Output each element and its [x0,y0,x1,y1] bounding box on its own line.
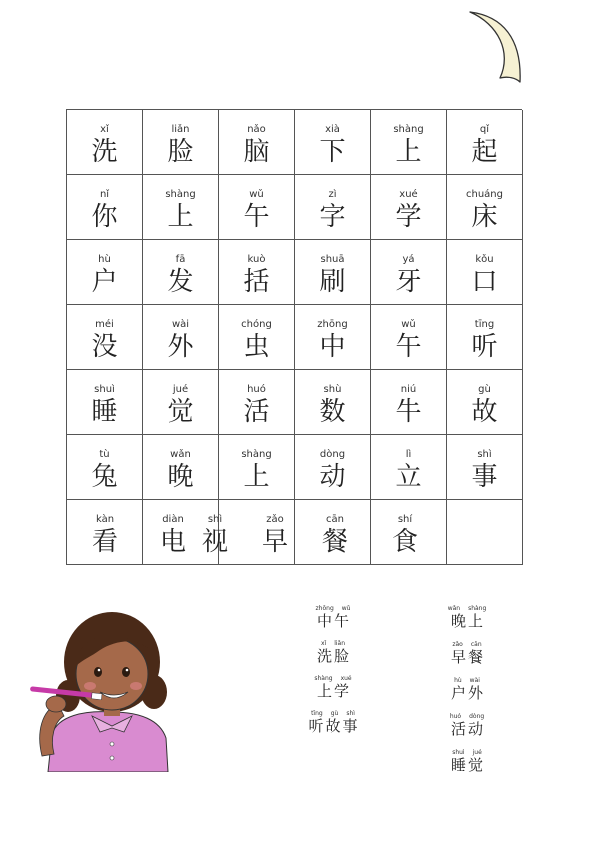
pinyin-label: kuò [247,254,266,265]
hanzi-character: 活 [243,397,270,427]
grid-cell [295,370,371,435]
hanzi-character: 上 [395,137,422,167]
pinyin-label: lì [405,449,412,460]
pinyin-label: shí [397,514,413,525]
pinyin-label: nǐ [99,189,110,200]
hanzi-character: 兔 [91,462,118,492]
grid-cell [143,305,219,370]
hanzi-character: 牙 [395,267,422,297]
hanzi-character: 字 [319,202,346,232]
hanzi-character: 下 [319,137,346,167]
grid-cell [143,110,219,175]
pinyin-label: shì [477,449,492,460]
pinyin-syllable: jué [472,749,482,756]
hanzi-character: 中 [316,612,332,630]
vocab-word [298,640,368,665]
vocab-hanzi [298,682,368,700]
pinyin-syllable: xué [340,675,352,682]
hanzi-character: 睡 [91,397,118,427]
hanzi-character: 上 [167,202,194,232]
hanzi-character: 中 [319,332,346,362]
hanzi-character: 立 [395,462,422,492]
vocab-word [298,675,368,700]
pinyin-label: shù [323,384,342,395]
vocab-word [432,749,502,774]
grid-row [67,305,523,370]
vocab-word [432,641,502,666]
vocab-pinyin [432,641,502,648]
grid-divider [370,500,371,564]
grid-row-last [67,500,523,565]
grid-cell [219,305,295,370]
pinyin-label: xià [325,124,340,135]
grid-cell [295,305,371,370]
vocab-pinyin [298,675,368,682]
hanzi-character: 外 [468,684,484,702]
hanzi-character: 早 [261,527,288,557]
hanzi-character: 户 [450,684,466,702]
hanzi-character: 起 [471,137,498,167]
grid-cell [143,435,219,500]
pinyin-label: chuáng [466,189,503,200]
grid-row [67,175,523,240]
hanzi-character: 没 [91,332,118,362]
pinyin-label: shì [207,514,223,525]
hanzi-character: 口 [471,267,498,297]
vocab-pinyin [432,749,502,756]
hanzi-character: 餐 [468,648,484,666]
pinyin-label: wǔ [401,319,416,330]
vocab-pinyin [298,710,368,717]
grid-cell [371,240,447,305]
pinyin-label: méi [95,319,114,330]
vocab-hanzi [298,717,368,735]
grid-cell [371,175,447,240]
pinyin-syllable: xǐ [320,640,327,647]
pinyin-label: wài [171,319,190,330]
pinyin-syllable: shàng [314,675,333,682]
hanzi-character: 脸 [167,137,194,167]
hanzi-character: 事 [342,717,358,735]
grid-cell [295,175,371,240]
hanzi-character: 事 [471,462,498,492]
vocab-hanzi [432,612,502,630]
pinyin-syllable: liǎn [334,640,346,647]
pinyin-label: fā [175,254,186,265]
pinyin-label: shuì [94,384,115,395]
hanzi-character: 动 [468,720,484,738]
pinyin-syllable: hù [454,677,462,684]
grid-cell [67,370,143,435]
hanzi-character: 午 [395,332,422,362]
pinyin-label: wǔ [249,189,264,200]
pinyin-label: xué [399,189,418,200]
pinyin-syllable: tīng [311,710,323,717]
girl-brushing-teeth-illustration [28,604,178,772]
grid-cell [67,240,143,305]
pinyin-syllable: cān [470,641,482,648]
hanzi-character: 食 [391,527,418,557]
vocab-pinyin [298,640,368,647]
hanzi-character: 括 [243,267,270,297]
vocab-word [298,605,368,630]
vocab-pinyin [432,605,502,612]
hanzi-character: 牛 [395,397,422,427]
grid-row [67,435,523,500]
grid-cell [219,370,295,435]
pinyin-syllable: shì [346,710,355,717]
pinyin-label: dòng [319,449,346,460]
grid-cell [219,175,295,240]
grid-row [67,110,523,175]
hanzi-character: 睡 [450,756,466,774]
pinyin-label: gù [478,384,491,395]
vocab-hanzi [298,647,368,665]
hanzi-character: 故 [471,397,498,427]
pinyin-label: kǒu [475,254,494,265]
hanzi-character: 看 [91,527,118,557]
vocab-hanzi [432,648,502,666]
hanzi-character: 午 [334,612,350,630]
hanzi-character: 外 [167,332,194,362]
hanzi-character: 听 [471,332,498,362]
grid-cell [67,175,143,240]
vocab-word [432,713,502,738]
pinyin-label: shuā [320,254,345,265]
pinyin-label: kàn [95,514,115,525]
grid-divider [142,500,143,564]
grid-cell [371,370,447,435]
grid-row [67,370,523,435]
pinyin-label: diàn [162,514,184,525]
hanzi-character: 学 [334,682,350,700]
hanzi-character: 听 [308,717,324,735]
pinyin-label: zì [328,189,337,200]
pinyin-label: qǐ [479,124,490,135]
hanzi-character: 动 [319,462,346,492]
hanzi-character: 发 [167,267,194,297]
character-grid [66,109,522,565]
vocab-hanzi [298,612,368,630]
grid-cell [219,110,295,175]
pinyin-syllable: shuì [452,749,465,756]
hanzi-character: 早 [450,648,466,666]
hanzi-character: 脑 [243,137,270,167]
grid-cell [295,435,371,500]
pinyin-label: shàng [165,189,196,200]
grid-cell [219,240,295,305]
vocab-hanzi [432,720,502,738]
grid-cell [143,240,219,305]
pinyin-label: chóng [241,319,272,330]
hanzi-character: 虫 [243,332,270,362]
grid-cell [219,435,295,500]
vocab-pinyin [432,677,502,684]
pinyin-syllable: wǔ [341,605,351,612]
pinyin-label: tīng [474,319,495,330]
pinyin-label: liǎn [171,124,190,135]
grid-cell [67,435,143,500]
crescent-moon-icon [466,8,526,84]
grid-cell [447,240,523,305]
grid-cell [67,305,143,370]
grid-cell [295,240,371,305]
grid-cell [447,110,523,175]
hanzi-character: 餐 [321,527,348,557]
hanzi-character: 洗 [316,647,332,665]
pinyin-label: zhōng [317,319,348,330]
pinyin-label: niú [400,384,417,395]
pinyin-syllable: wài [469,677,480,684]
hanzi-character: 晚 [167,462,194,492]
grid-cell [371,110,447,175]
vocab-hanzi [432,684,502,702]
grid-row [67,240,523,305]
vocab-word [432,677,502,702]
pinyin-syllable: zhōng [315,605,334,612]
grid-cell [447,370,523,435]
pinyin-label: zǎo [266,514,284,525]
vocab-hanzi [432,756,502,774]
vocab-word [432,605,502,630]
hanzi-character: 刷 [319,267,346,297]
hanzi-character: 午 [243,202,270,232]
pinyin-label: nǎo [247,124,266,135]
pinyin-label: shàng [241,449,272,460]
hanzi-character: 视 [201,527,228,557]
hanzi-character: 学 [395,202,422,232]
pinyin-label: huó [247,384,266,395]
vocab-word [298,710,368,735]
hanzi-character: 床 [471,202,498,232]
grid-cell [67,110,143,175]
pinyin-syllable: shàng [468,605,487,612]
vocab-pinyin [432,713,502,720]
hanzi-character: 户 [91,267,118,297]
grid-cell [295,110,371,175]
grid-cell [143,370,219,435]
hanzi-character: 故 [325,717,341,735]
vocab-pinyin [298,605,368,612]
pinyin-syllable: dòng [469,713,485,720]
pinyin-label: shàng [393,124,424,135]
hanzi-character: 洗 [91,137,118,167]
grid-cell [371,305,447,370]
hanzi-character: 活 [450,720,466,738]
pinyin-label: wǎn [170,449,191,460]
hanzi-character: 觉 [468,756,484,774]
pinyin-label: jué [172,384,189,395]
grid-cell [371,435,447,500]
grid-cell [143,175,219,240]
pinyin-syllable: zǎo [452,641,463,648]
pinyin-syllable: gù [330,710,339,717]
hanzi-character: 晚 [450,612,466,630]
hanzi-character: 上 [243,462,270,492]
pinyin-syllable: wǎn [447,605,461,612]
pinyin-label: tù [99,449,110,460]
pinyin-syllable: huó [449,713,462,720]
hanzi-character: 上 [316,682,332,700]
grid-divider [446,500,447,564]
grid-cell [447,305,523,370]
pinyin-label: cān [326,514,344,525]
hanzi-character: 觉 [167,397,194,427]
hanzi-character: 你 [91,202,118,232]
hanzi-character: 脸 [334,647,350,665]
hanzi-character: 电 [159,527,186,557]
hanzi-character: 数 [319,397,346,427]
grid-cell [447,175,523,240]
pinyin-label: xǐ [100,124,109,135]
hanzi-character: 上 [468,612,484,630]
grid-cell [447,435,523,500]
pinyin-label: yá [402,254,415,265]
pinyin-label: hù [98,254,111,265]
